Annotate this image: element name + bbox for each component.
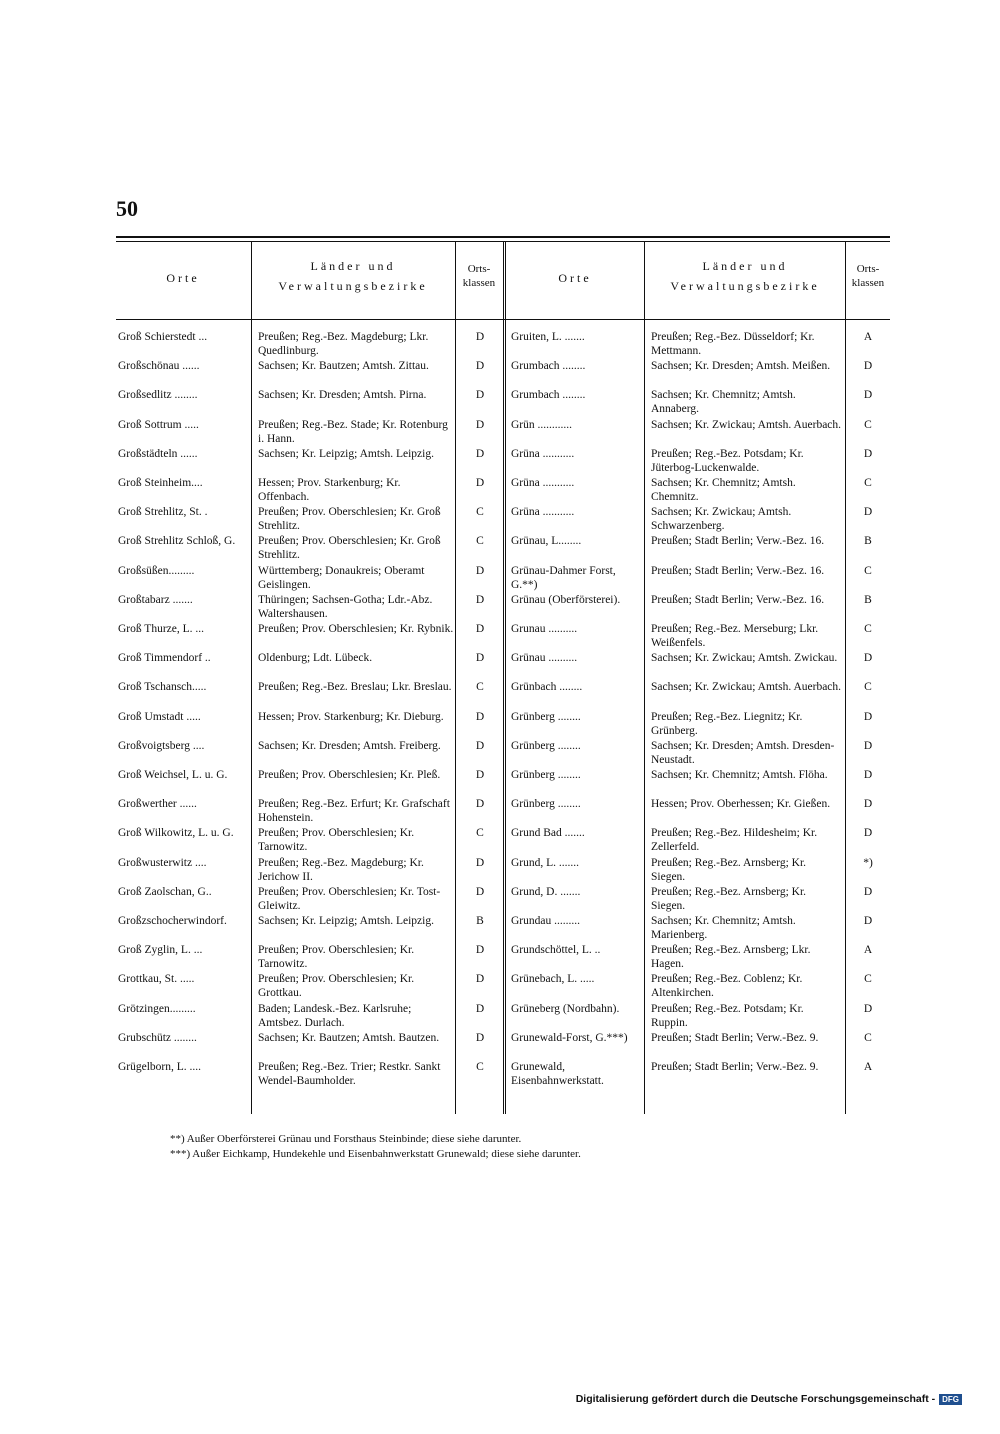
administrative-district: Preußen; Reg.-Bez. Potsdam; Kr. Ruppin. — [651, 1002, 804, 1029]
place-name: Grunau .......... — [511, 623, 578, 635]
administrative-district: Preußen; Reg.-Bez. Düsseldorf; Kr. Mettmann. — [651, 331, 815, 357]
place-name: Großtabarz ....... — [118, 593, 193, 606]
place-class: D — [475, 1031, 485, 1044]
place-name: Grünberg ........ — [511, 739, 581, 752]
place-class: D — [475, 885, 485, 898]
place-name: Grund, D. ....... — [511, 885, 581, 898]
place-class: D — [475, 1002, 485, 1015]
administrative-district: Preußen; Reg.-Bez. Coblenz; Kr. Altenkirchen. — [651, 973, 803, 1000]
place-name: Grün ............ — [511, 418, 573, 431]
place-class: D — [863, 798, 873, 811]
place-class: D — [475, 652, 485, 665]
place-class: D — [475, 856, 485, 869]
administrative-district: Preußen; Reg.-Bez. Arnsberg; Kr. Siegen. — [651, 856, 807, 883]
header-klassen-line2: klassen — [851, 277, 885, 289]
place-class: D — [863, 1002, 873, 1015]
place-class: C — [864, 681, 872, 694]
header-klassen-left — [456, 262, 502, 290]
place-class: B — [864, 535, 872, 548]
administrative-district: Sachsen; Kr. Chemnitz; Amtsh. Flöha. — [651, 769, 828, 781]
administrative-district: Preußen; Reg.-Bez. Magdeburg; Lkr. Quedlinburg. — [258, 331, 429, 357]
place-class: D — [475, 769, 485, 781]
place-class: C — [864, 1031, 872, 1044]
place-class: C — [864, 973, 872, 986]
footer — [576, 1393, 962, 1405]
administrative-district: Sachsen; Kr. Dresden; Amtsh. Meißen. — [651, 360, 831, 373]
place-name: Grüna ........... — [511, 506, 575, 519]
place-class: D — [475, 331, 485, 343]
administrative-district: Sachsen; Kr. Dresden; Amtsh. Dresden-Neustadt. — [651, 739, 835, 766]
administrative-district: Preußen; Stadt Berlin; Verw.-Bez. 16. — [651, 535, 825, 548]
place-name: Groß Steinheim.... — [118, 477, 203, 489]
place-name: Grünebach, L. ..... — [511, 973, 595, 986]
place-name: Groß Strehlitz, St. . — [118, 506, 208, 519]
place-class: B — [476, 915, 484, 927]
administrative-district: Sachsen; Kr. Bautzen; Amtsh. Zittau. — [258, 360, 429, 373]
place-name: Grünau-Dahmer Forst, G.**) — [511, 564, 616, 591]
place-class: D — [475, 447, 485, 460]
place-name: Großwusterwitz .... — [118, 856, 207, 869]
place-name: Groß Thurze, L. ... — [118, 623, 205, 635]
header-laender-line1: Länder und — [702, 259, 788, 273]
place-name: Großvoigtsberg .... — [118, 739, 205, 752]
place-class: D — [475, 710, 485, 723]
header-laender-line2: Verwaltungsbezirke — [670, 279, 820, 293]
place-class: C — [476, 827, 484, 840]
place-class: C — [476, 1061, 484, 1073]
place-name: Grubschütz ........ — [118, 1031, 197, 1044]
place-class: C — [864, 477, 872, 489]
place-name: Grundschöttel, L. .. — [511, 944, 601, 957]
place-class: C — [864, 418, 872, 431]
place-name: Groß Sottrum ..... — [118, 418, 199, 431]
place-class: D — [475, 973, 485, 986]
header-orte-right: Orte — [558, 271, 592, 285]
administrative-district: Sachsen; Kr. Dresden; Amtsh. Freiberg. — [258, 739, 441, 752]
place-name: Groß Tschansch..... — [118, 681, 207, 694]
header-klassen-line2: klassen — [462, 277, 496, 289]
place-name: Groß Weichsel, L. u. G. — [118, 769, 228, 781]
administrative-district: Sachsen; Kr. Leipzig; Amtsh. Leipzig. — [258, 447, 434, 460]
administrative-district: Preußen; Prov. Oberschlesien; Kr. Rybnik. — [258, 623, 454, 635]
place-class: D — [475, 389, 485, 402]
place-name: Grumbach ........ — [511, 389, 586, 402]
place-class: C — [476, 535, 484, 548]
administrative-district: Sachsen; Kr. Zwickau; Amtsh. Auerbach. — [651, 681, 842, 694]
place-name: Groß Timmendorf .. — [118, 652, 211, 665]
administrative-district: Preußen; Prov. Oberschlesien; Kr. Pleß. — [258, 769, 441, 781]
place-class: B — [864, 593, 872, 606]
column-divider — [505, 241, 506, 1114]
administrative-district: Hessen; Prov. Oberhessen; Kr. Gießen. — [651, 798, 831, 811]
column-divider — [455, 241, 456, 1114]
place-class: D — [475, 944, 485, 957]
place-name: Grüna ........... — [511, 447, 575, 460]
column-divider — [503, 241, 504, 1114]
column-divider — [251, 241, 252, 1114]
place-name: Grundau ......... — [511, 915, 580, 927]
administrative-district: Preußen; Prov. Oberschlesien; Kr. Groß Strehlitz. — [258, 535, 441, 562]
place-class: A — [863, 1061, 873, 1073]
administrative-district: Sachsen; Kr. Zwickau; Amtsh. Schwarzenberg. — [651, 506, 792, 533]
place-name: Großsedlitz ........ — [118, 389, 198, 402]
administrative-district: Sachsen; Kr. Zwickau; Amtsh. Zwickau. — [651, 652, 838, 665]
place-name: Grünau (Oberförsterei). — [511, 593, 621, 606]
place-name: Grünau, L........ — [511, 535, 582, 548]
administrative-district: Baden; Landesk.-Bez. Karlsruhe; Amtsbez. Durlach. — [258, 1002, 412, 1029]
place-class: D — [475, 739, 485, 752]
place-class: D — [863, 506, 873, 519]
place-name: Groß Umstadt ..... — [118, 710, 201, 723]
place-class: D — [863, 710, 873, 723]
administrative-district: Preußen; Prov. Oberschlesien; Kr. Tarnowitz. — [258, 944, 415, 971]
place-class: D — [475, 360, 485, 373]
place-name: Groß Zaolschan, G.. — [118, 885, 212, 898]
administrative-district: Preußen; Reg.-Bez. Stade; Kr. Rotenburg i. Hann. — [258, 418, 448, 445]
administrative-district: Preußen; Reg.-Bez. Erfurt; Kr. Grafschaft Hohenstein. — [258, 798, 450, 825]
place-name: Groß Schierstedt ... — [118, 331, 208, 343]
place-class: C — [476, 681, 484, 694]
place-name: Großstädteln ...... — [118, 447, 198, 460]
header-klassen-line1: Orts- — [856, 263, 880, 275]
place-class: D — [475, 564, 485, 577]
administrative-district: Sachsen; Kr. Zwickau; Amtsh. Auerbach. — [651, 418, 842, 431]
place-name: Grünbach ........ — [511, 681, 583, 694]
header-laender-right — [645, 256, 845, 296]
place-class: A — [863, 331, 873, 343]
place-class: C — [476, 506, 484, 519]
header-laender-line2: Verwaltungsbezirke — [278, 279, 428, 293]
place-name: Grügelborn, L. .... — [118, 1061, 202, 1073]
place-name: Groß Wilkowitz, L. u. G. — [118, 827, 234, 840]
administrative-district: Preußen; Prov. Oberschlesien; Kr. Tarnowitz. — [258, 827, 415, 854]
header-laender-left — [252, 256, 454, 296]
place-class: D — [863, 389, 873, 402]
place-name: Grüna ........... — [511, 477, 575, 489]
footer-text: Digitalisierung gefördert durch die Deutsche Forschungsgemeinschaft - — [575, 1393, 936, 1405]
administrative-district: Preußen; Reg.-Bez. Hildesheim; Kr. Zellerfeld. — [651, 827, 818, 854]
place-class: D — [475, 418, 485, 431]
place-class: D — [863, 915, 873, 927]
header-klassen-line1: Orts- — [467, 263, 491, 275]
administrative-district: Preußen; Reg.-Bez. Arnsberg; Kr. Siegen. — [651, 885, 807, 912]
header-laender-line1: Länder und — [310, 259, 396, 273]
administrative-district: Sachsen; Kr. Chemnitz; Amtsh. Annaberg. — [651, 389, 796, 416]
place-name: Grünau .......... — [511, 652, 578, 665]
place-class: D — [863, 652, 873, 665]
place-name: Großschönau ...... — [118, 360, 200, 373]
place-class: D — [863, 447, 873, 460]
column-divider — [845, 241, 846, 1114]
place-name: Großzschocherwindorf. — [118, 915, 227, 927]
place-name: Grünberg ........ — [511, 798, 581, 811]
place-name: Gruiten, L. ....... — [511, 331, 585, 343]
place-class: D — [863, 827, 873, 840]
place-class: D — [475, 623, 485, 635]
administrative-district: Preußen; Reg.-Bez. Trier; Restkr. Sankt Wendel-Baumholder. — [258, 1061, 441, 1087]
administrative-district: Preußen; Prov. Oberschlesien; Kr. Tost-Gleiwitz. — [258, 885, 441, 912]
place-name: Grund, L. ....... — [511, 856, 580, 869]
administrative-district: Sachsen; Kr. Dresden; Amtsh. Pirna. — [258, 389, 427, 402]
place-name: Grunewald-Forst, G.***) — [511, 1031, 628, 1044]
header-orte-left: Orte — [166, 271, 200, 285]
place-name: Grumbach ........ — [511, 360, 586, 373]
administrative-district: Preußen; Stadt Berlin; Verw.-Bez. 16. — [651, 593, 825, 606]
place-class: D — [863, 739, 873, 752]
top-rule — [116, 236, 890, 238]
administrative-district: Württemberg; Donaukreis; Oberamt Geislingen. — [258, 564, 425, 591]
place-name: Grötzingen......... — [118, 1002, 196, 1015]
place-class: D — [863, 769, 873, 781]
footnotes — [170, 1132, 581, 1162]
administrative-district: Preußen; Reg.-Bez. Potsdam; Kr. Jüterbog-Luckenwalde. — [651, 447, 804, 474]
administrative-district: Preußen; Reg.-Bez. Magdeburg; Kr. Jerichow II. — [258, 856, 424, 883]
header-klassen-right — [846, 262, 890, 290]
administrative-district: Preußen; Reg.-Bez. Breslau; Lkr. Breslau. — [258, 681, 452, 694]
place-name: Grund Bad ....... — [511, 827, 585, 840]
place-class: D — [475, 798, 485, 811]
administrative-district: Thüringen; Sachsen-Gotha; Ldr.-Abz. Waltershausen. — [258, 593, 433, 620]
administrative-district: Preußen; Stadt Berlin; Verw.-Bez. 9. — [651, 1061, 819, 1073]
administrative-district: Preußen; Prov. Oberschlesien; Kr. Groß Strehlitz. — [258, 506, 441, 533]
place-class: D — [863, 360, 873, 373]
place-name: Groß Strehlitz Schloß, G. — [118, 535, 236, 548]
administrative-district: Preußen; Stadt Berlin; Verw.-Bez. 9. — [651, 1031, 819, 1044]
place-class: D — [475, 593, 485, 606]
place-class: *) — [863, 856, 873, 869]
place-name: Großwerther ...... — [118, 798, 197, 811]
page-number: 50 — [116, 196, 138, 221]
administrative-district: Oldenburg; Ldt. Lübeck. — [258, 652, 373, 665]
administrative-district: Preußen; Reg.-Bez. Liegnitz; Kr. Grünberg. — [651, 710, 803, 737]
administrative-district: Preußen; Reg.-Bez. Merseburg; Lkr. Weißenfels. — [651, 623, 819, 649]
place-name: Grüneberg (Nordbahn). — [511, 1002, 620, 1015]
administrative-district: Sachsen; Kr. Chemnitz; Amtsh. Chemnitz. — [651, 477, 796, 503]
administrative-district: Hessen; Prov. Starkenburg; Kr. Dieburg. — [258, 710, 444, 723]
place-name: Grünberg ........ — [511, 710, 581, 723]
administrative-district: Preußen; Reg.-Bez. Arnsberg; Lkr. Hagen. — [651, 944, 811, 971]
place-name: Großsüßen......... — [118, 564, 195, 577]
administrative-district: Sachsen; Kr. Chemnitz; Amtsh. Marienberg. — [651, 915, 796, 941]
place-name: Groß Zyglin, L. ... — [118, 944, 203, 957]
administrative-district: Hessen; Prov. Starkenburg; Kr. Offenbach. — [258, 477, 401, 503]
place-class: A — [863, 944, 873, 957]
dfg-logo: DFG — [939, 1394, 962, 1405]
administrative-district: Sachsen; Kr. Bautzen; Amtsh. Bautzen. — [258, 1031, 440, 1044]
place-class: D — [863, 885, 873, 898]
footnote: ***) Außer Eichkamp, Hundekehle und Eisenbahnwerkstatt Grunewald; diese siehe darunter. — [170, 1148, 581, 1160]
column-divider — [644, 241, 645, 1114]
place-class: D — [475, 477, 485, 489]
administrative-district: Sachsen; Kr. Leipzig; Amtsh. Leipzig. — [258, 915, 434, 927]
place-class: C — [864, 623, 872, 635]
administrative-district: Preußen; Stadt Berlin; Verw.-Bez. 16. — [651, 564, 825, 577]
place-name: Grottkau, St. ..... — [118, 973, 195, 986]
place-name: Grunewald, Eisenbahnwerkstatt. — [511, 1061, 604, 1087]
administrative-district: Preußen; Prov. Oberschlesien; Kr. Grottkau. — [258, 973, 415, 1000]
footnote: **) Außer Oberförsterei Grünau und Forsthaus Steinbinde; diese siehe darunter. — [170, 1133, 522, 1145]
place-name: Grünberg ........ — [511, 769, 581, 781]
place-class: C — [864, 564, 872, 577]
